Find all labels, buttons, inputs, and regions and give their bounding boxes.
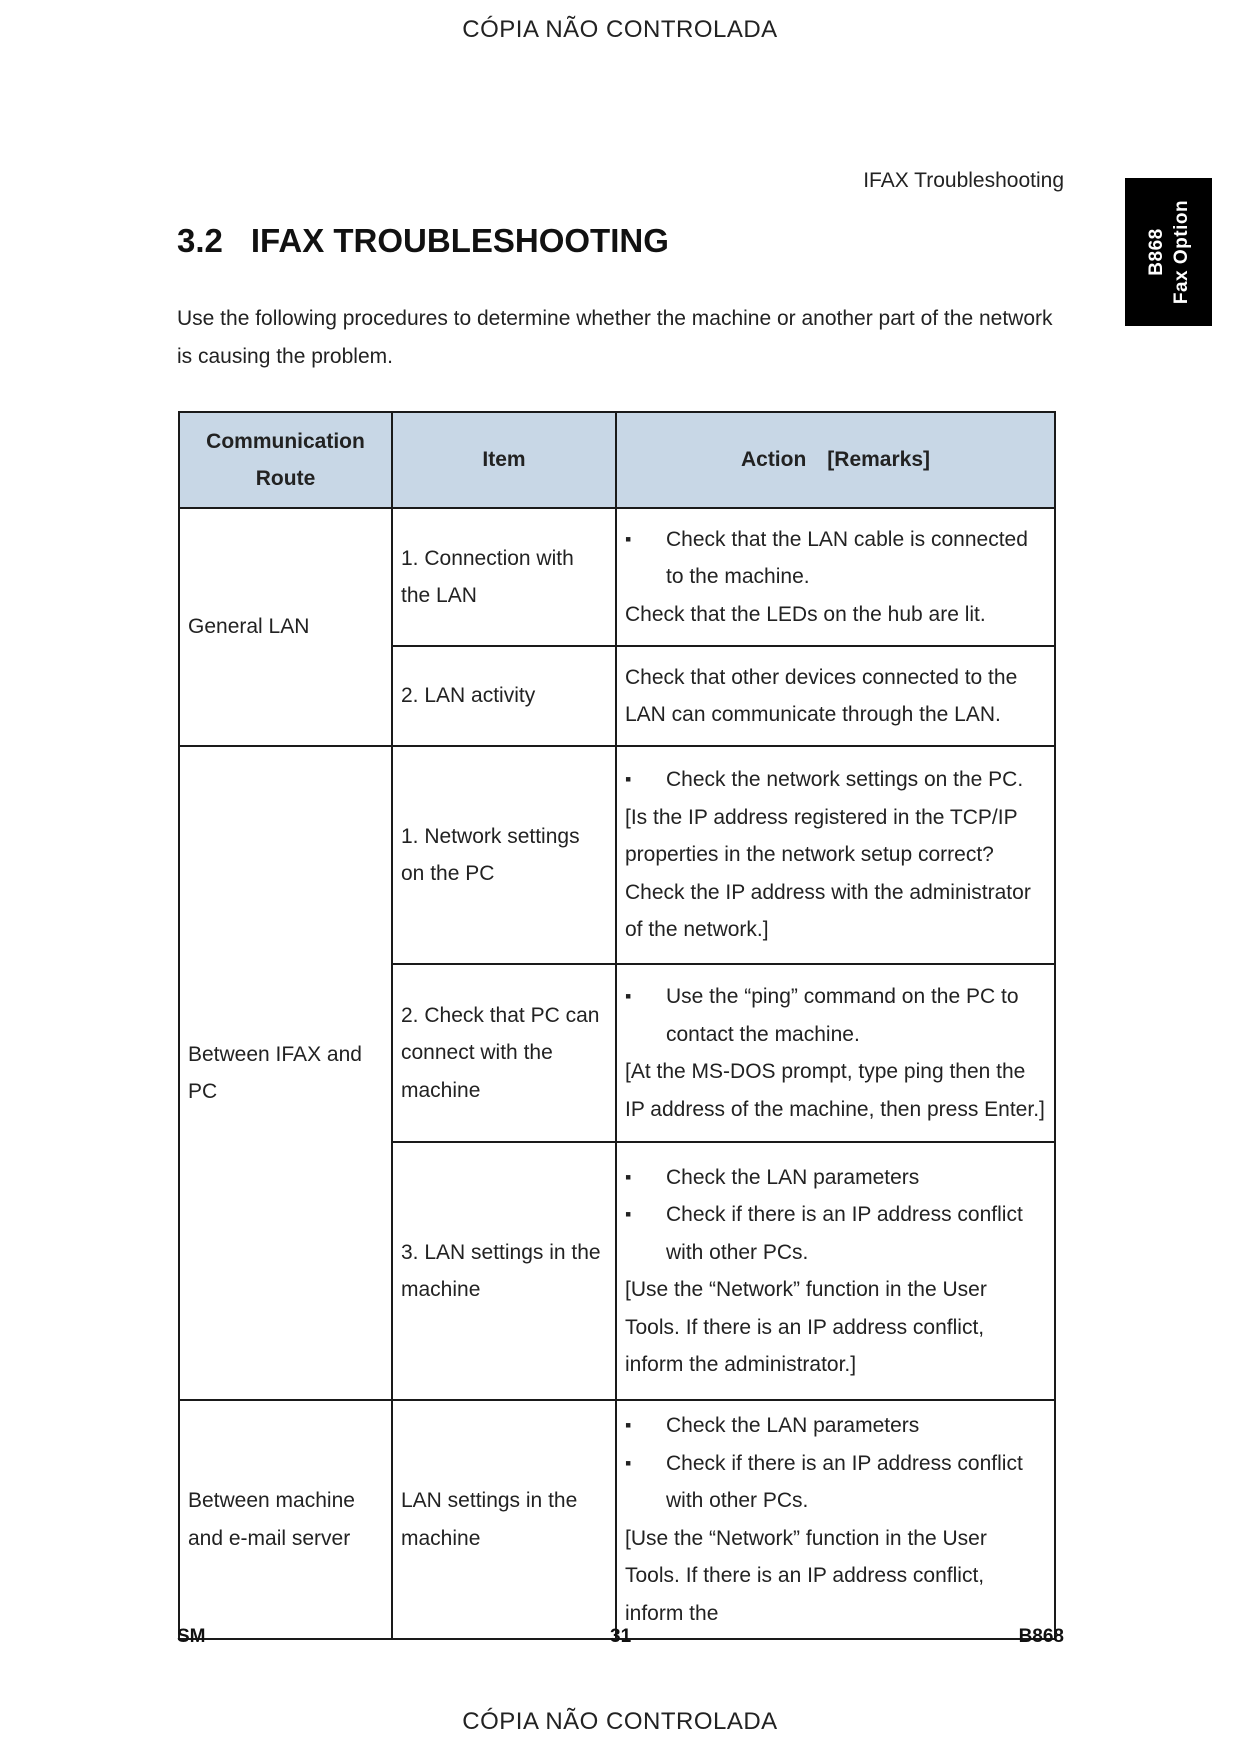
action-cell — [616, 746, 1055, 964]
watermark-top: CÓPIA NÃO CONTROLADA — [462, 16, 778, 43]
table-row — [179, 1400, 1055, 1639]
table-header-row — [179, 412, 1055, 508]
section-title — [177, 222, 669, 260]
action-cell — [616, 646, 1055, 746]
running-header: IFAX Troubleshooting — [863, 169, 1064, 192]
side-tab-model: B868 — [1145, 228, 1167, 276]
route-cell: Between IFAX and PC — [179, 746, 392, 1400]
action-cell — [616, 508, 1055, 646]
action-bullet: ▪ Check the LAN parameters — [625, 1159, 1046, 1197]
side-tab-label: Fax Option — [1170, 199, 1192, 305]
section-title-text: IFAX TROUBLESHOOTING — [250, 222, 669, 259]
footer-page-number: 31 — [610, 1626, 632, 1647]
item-cell: 3. LAN settings in the machine — [392, 1142, 616, 1400]
intro-paragraph: Use the following procedures to determine whether the machine or another part of the network is causing the problem. — [177, 307, 1053, 368]
action-remark: [Use the “Network” function in the User Tools. If there is an IP address conflict, inform the — [625, 1526, 987, 1625]
header-route: Communication Route — [179, 412, 392, 508]
table-header — [179, 412, 1055, 508]
table-body — [179, 508, 1055, 1639]
action-remark: Check that the LEDs on the hub are lit. — [625, 602, 986, 626]
troubleshooting-table — [178, 411, 1056, 1640]
item-cell: 2. LAN activity — [392, 646, 616, 746]
action-cell — [616, 1142, 1055, 1400]
route-cell: General LAN — [179, 508, 392, 746]
action-bullet: ▪ Check the LAN parameters — [625, 1407, 1046, 1445]
header-item: Item — [392, 412, 616, 508]
watermark-bottom: CÓPIA NÃO CONTROLADA — [462, 1708, 778, 1735]
action-remark: [Is the IP address registered in the TCP/IP properties in the network setup correct? Check the IP address with the administrator of the network.] — [625, 805, 1031, 942]
item-cell: 1. Network settings on the PC — [392, 746, 616, 964]
action-bullet: ▪ Check if there is an IP address conflict with other PCs. — [625, 1445, 1046, 1520]
action-bullet: ▪ Check the network settings on the PC. — [625, 761, 1046, 799]
route-cell: Between machine and e-mail server — [179, 1400, 392, 1639]
side-tab — [1125, 178, 1212, 326]
action-remark: Check that other devices connected to the LAN can communicate through the LAN. — [625, 665, 1018, 726]
action-remark: [At the MS-DOS prompt, type ping then the IP address of the machine, then press Enter.] — [625, 1060, 1045, 1121]
page-footer — [177, 1626, 1064, 1656]
action-bullet: ▪ Use the “ping” command on the PC to contact the machine. — [625, 978, 1046, 1053]
action-remark: [Use the “Network” function in the User Tools. If there is an IP address conflict, inform the administrator.] — [625, 1278, 987, 1376]
action-cell — [616, 1400, 1055, 1639]
item-cell: 2. Check that PC can connect with the machine — [392, 964, 616, 1142]
header-action: Action [Remarks] — [616, 412, 1055, 508]
action-cell — [616, 964, 1055, 1142]
item-cell: 1. Connection with the LAN — [392, 508, 616, 646]
table-row — [179, 508, 1055, 646]
section-number: 3.2 — [177, 222, 223, 259]
footer-manual-code: SM — [177, 1626, 206, 1647]
action-bullet: ▪ Check that the LAN cable is connected to the machine. — [625, 521, 1046, 596]
footer-model: B868 — [1018, 1626, 1064, 1647]
item-cell: LAN settings in the machine — [392, 1400, 616, 1639]
table-row — [179, 746, 1055, 964]
action-bullet: ▪ Check if there is an IP address conflict with other PCs. — [625, 1196, 1046, 1271]
